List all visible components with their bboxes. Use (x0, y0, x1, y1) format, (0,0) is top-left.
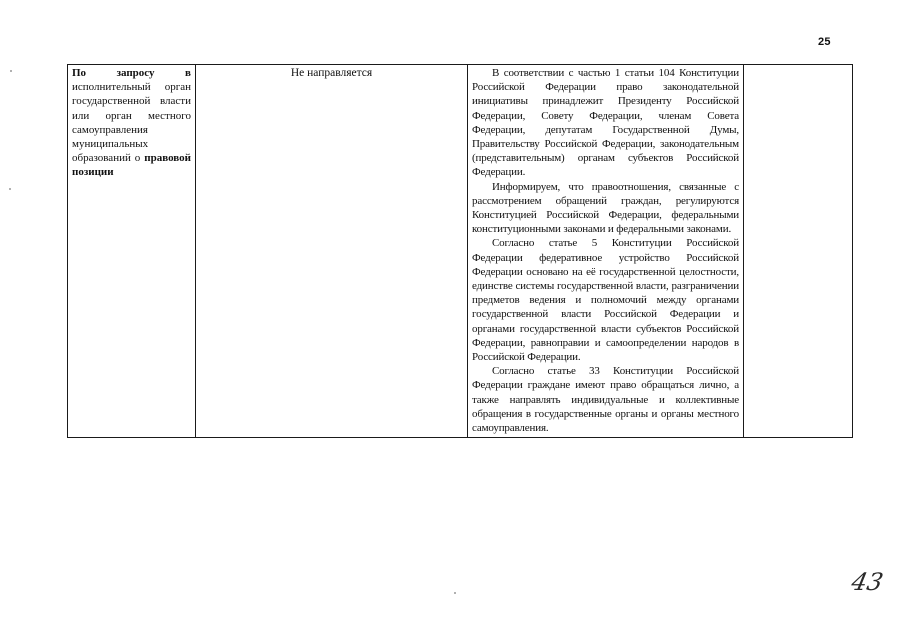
response-paragraph: Согласно статье 5 Конституции Российской Федерации федеративное устройство Российской Федерации основано на её государственной целостности, единстве системы государственной власти, разграничении предметов ведения и полномочий между органами государственной власти Российской Федерации и органами государственной власти субъектов Российской Федерации, равноправии и самоопределении народов в Российской Федерации. (472, 237, 739, 364)
sending-status-cell (196, 65, 468, 438)
document-table (67, 64, 853, 438)
response-paragraph: Согласно статье 33 Конституции Российской Федерации граждане имеют право обращаться лично, а также направлять индивидуальные и коллективные обращения в государственные органы и органы местного самоуправления. (472, 365, 739, 435)
table-row (68, 65, 853, 438)
request-type-text (72, 66, 191, 180)
request-type-body: исполнительный орган государственной власти или орган местного самоуправления муниципальных образований о (72, 81, 191, 165)
request-type-lead: По запросу в (72, 67, 191, 79)
scan-speck (9, 188, 11, 190)
response-text-cell (468, 65, 744, 438)
request-type-cell (68, 65, 196, 438)
page-number: 25 (818, 36, 831, 48)
request-type-tail: правовой позиции (72, 152, 191, 179)
handwritten-page-number: 43 (849, 568, 886, 596)
sending-status-text: Не направляется (290, 67, 373, 79)
scan-speck (10, 70, 12, 72)
notes-cell (744, 65, 853, 438)
response-paragraph: В соответствии с частью 1 статьи 104 Конституции Российской Федерации право законодательной инициативы принадлежит Президенту Российской Федерации, Совету Федерации, членам Совета Федерации, депутатам Государственной Думы, Правительству Российской Федерации, законодательным (представительным) органам субъектов Российской Федерации. (472, 67, 739, 179)
response-paragraph: Информируем, что правоотношения, связанные с рассмотрением обращений граждан, регулируются Конституцией Российской Федерации, федеральными конституционными законами и федеральными законами. (472, 180, 739, 236)
scan-speck (454, 592, 456, 594)
